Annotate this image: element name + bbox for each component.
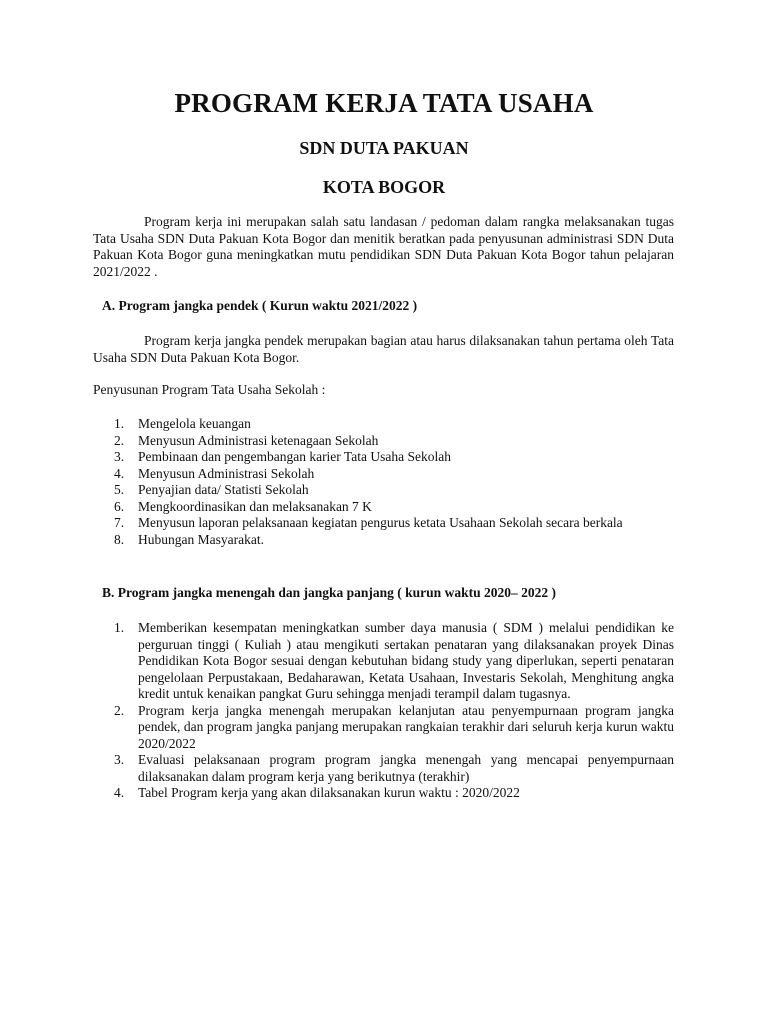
intro-paragraph: Program kerja ini merupakan salah satu landasan / pedoman dalam rangka melaksanakan tugas Tata Usaha SDN Duta Pakuan Kota Bogor dan menitik beratkan pada penyusunan administrasi SDN Duta Pakuan Kota Bogor guna meningkatkan mutu pendidikan SDN Duta Pakuan Kota Bogor tahun pelajaran 2021/2022 .	[93, 214, 674, 279]
list-item-text: Hubungan Masyarakat.	[138, 531, 264, 547]
section-b-list	[93, 620, 674, 802]
list-item-number: 4.	[114, 785, 125, 800]
list-item-text: Menyusun Administrasi ketenagaan Sekolah	[138, 432, 379, 448]
list-item	[93, 466, 674, 483]
section-a-list	[93, 416, 674, 548]
list-item	[93, 482, 674, 499]
list-item	[93, 620, 674, 703]
list-item-number: 6.	[114, 498, 125, 514]
list-item-number: 1.	[114, 416, 125, 431]
list-item	[93, 416, 674, 433]
list-item-text: Menyusun Administrasi Sekolah	[138, 465, 315, 481]
list-item-text: Mengkoordinasikan dan melaksanakan 7 K	[138, 498, 372, 514]
document-title: PROGRAM KERJA TATA USAHA	[174, 88, 594, 118]
list-item-number: 3.	[114, 449, 125, 464]
list-item	[93, 449, 674, 466]
list-item	[93, 499, 674, 516]
school-name: SDN DUTA PAKUAN	[299, 138, 469, 158]
list-item	[93, 532, 674, 549]
list-item-text: Program kerja jangka menengah merupakan kelanjutan atau penyempurnaan program jangka pendek, dan program jangka panjang merupakan rangkaian terakhir dari seluruh kerja kurun waktu 2020/2022	[138, 702, 674, 751]
list-item-number: 2.	[114, 702, 125, 718]
list-item-text: Memberikan kesempatan meningkatkan sumber daya manusia ( SDM ) melalui pendidikan ke perguruan tinggi ( Kuliah ) atau mengikuti sertakan penataran yang dilaksanakan proyek Dinas Pendidikan Kota Bogor sesuai dengan kebutuhan bidang study yang diperlukan, seperti penataran pengelolaan Perpustakaan, Bedaharawan, Ketata Usahaan, Investaris Sekolah, Menghitung angka kredit untuk kenaikan pangkat Guru sehingga menjadi terampil dalam tugasnya.	[138, 620, 674, 701]
section-b-heading: B. Program jangka menengah dan jangka panjang ( kurun waktu 2020– 2022 )	[102, 585, 556, 600]
list-item-number: 3.	[114, 752, 125, 767]
list-item-number: 7.	[114, 515, 125, 530]
list-item	[93, 433, 674, 450]
list-item-text: Evaluasi pelaksanaan program program jangka menengah yang mencapai penyempurnaan dilaksanakan dalam program kerja yang berikutnya (terakhir)	[138, 752, 674, 784]
list-item-text: Menyusun laporan pelaksanaan kegiatan pengurus ketata Usahaan Sekolah secara berkala	[138, 515, 623, 530]
list-item-text: Pembinaan dan pengembangan karier Tata Usaha Sekolah	[138, 449, 451, 464]
list-item-text: Penyajian data/ Statisti Sekolah	[138, 482, 309, 497]
section-a-paragraph: Program kerja jangka pendek merupakan bagian atau harus dilaksanakan tahun pertama oleh Tata Usaha SDN Duta Pakuan Kota Bogor.	[93, 333, 674, 365]
list-item	[93, 752, 674, 785]
list-item	[93, 703, 674, 753]
list-item-number: 2.	[114, 432, 125, 448]
list-item-number: 4.	[114, 465, 125, 481]
list-item-number: 5.	[114, 482, 125, 497]
list-item-text: Mengelola keuangan	[138, 416, 251, 431]
list-item-number: 1.	[114, 620, 125, 635]
list-item-text: Tabel Program kerja yang akan dilaksanakan kurun waktu : 2020/2022	[138, 785, 520, 800]
section-a-list-intro: Penyusunan Program Tata Usaha Sekolah :	[93, 382, 326, 397]
city-name: KOTA BOGOR	[322, 177, 446, 197]
section-a-heading: A. Program jangka pendek ( Kurun waktu 2021/2022 )	[102, 298, 418, 313]
list-item	[93, 785, 674, 802]
list-item	[93, 515, 674, 532]
list-item-number: 8.	[114, 531, 125, 547]
